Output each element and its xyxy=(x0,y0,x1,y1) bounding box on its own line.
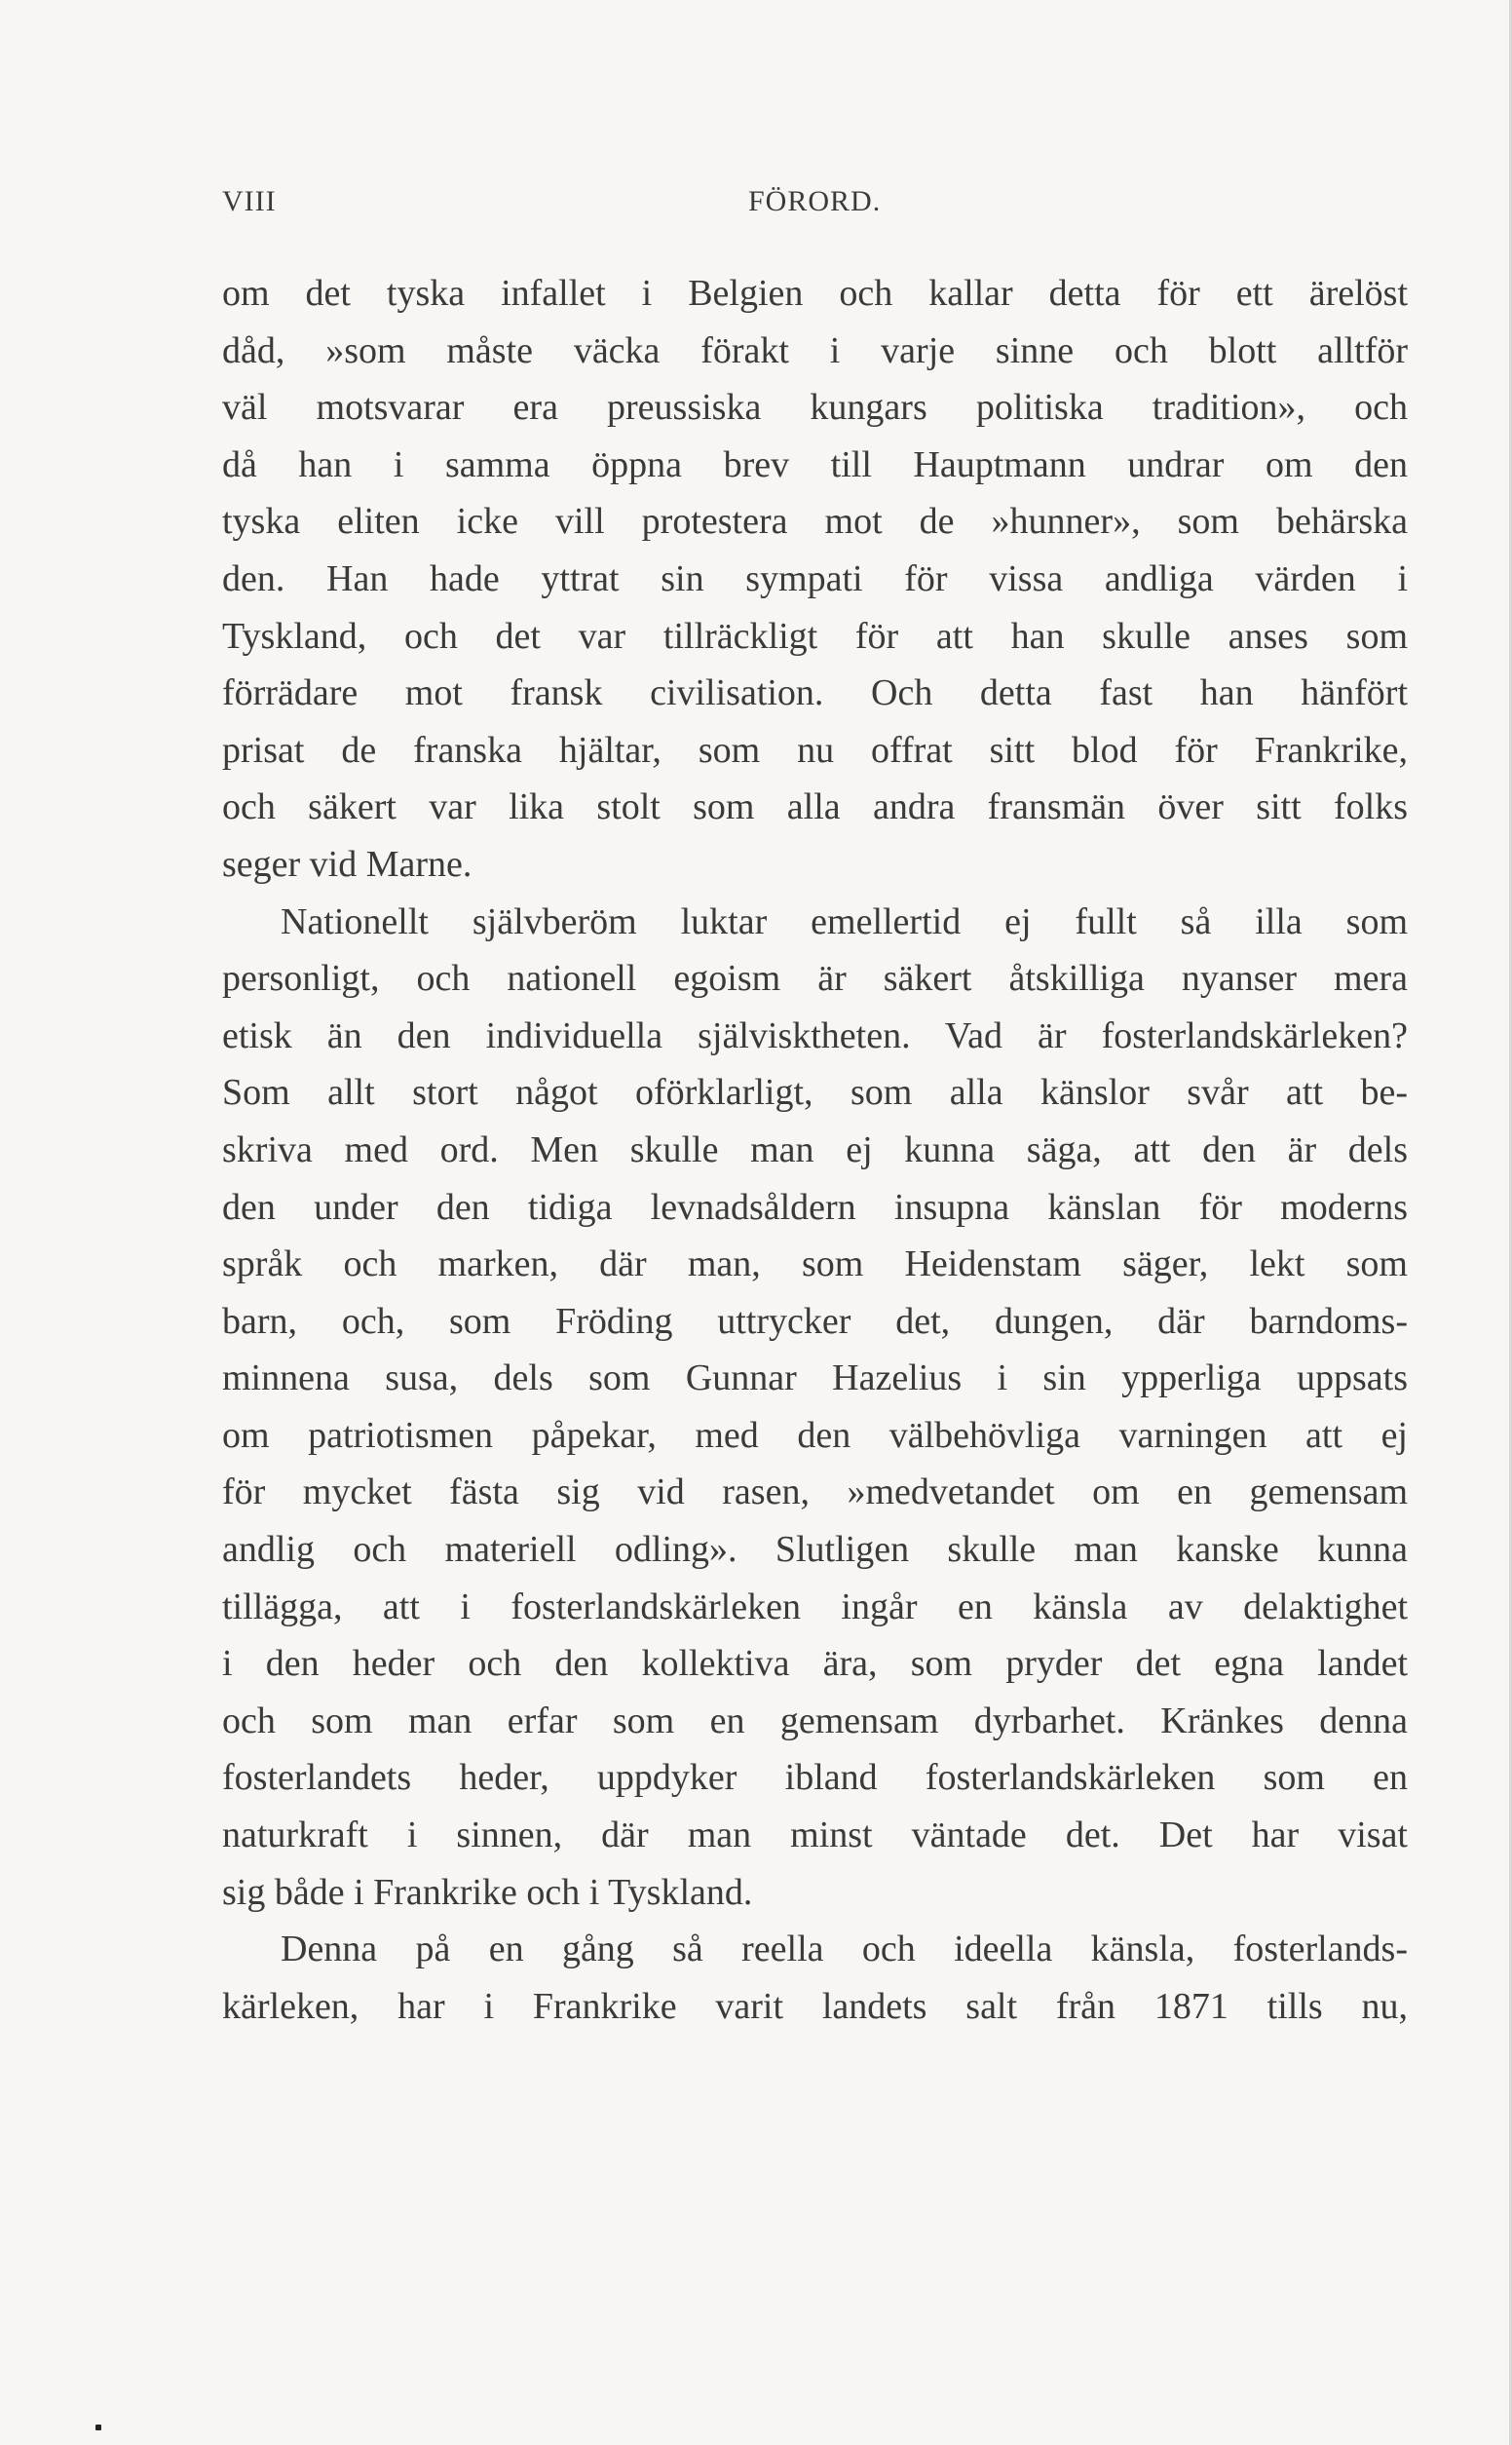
text-line: kärleken, har i Frankrike varit landets salt från 1871 tills nu, xyxy=(222,1985,1408,2027)
paragraph-start-line: Denna på en gång så reella och ideella känsla, fosterlands- xyxy=(281,1929,1408,1970)
text-line: sig både i Frankrike och i Tyskland. xyxy=(222,1871,753,1913)
text-line: barn, och, som Fröding uttrycker det, dungen, där barndoms- xyxy=(222,1300,1408,1342)
text-line: den. Han hade yttrat sin sympati för vissa andliga värden i xyxy=(222,557,1408,599)
text-line: personligt, och nationell egoism är säkert åtskilliga nyanser mera xyxy=(222,958,1408,1000)
paragraph-start-line: Nationellt självberöm luktar emellertid ej fullt så illa som xyxy=(281,900,1408,942)
text-line: prisat de franska hjältar, som nu offrat sitt blod för Frankrike, xyxy=(222,729,1408,771)
text-line: väl motsvarar era preussiska kungars politiska tradition», och xyxy=(222,387,1408,429)
text-line: då han i samma öppna brev till Hauptmann undrar om den xyxy=(222,443,1408,485)
text-line: den under den tidiga levnadsåldern insupna känslan för moderns xyxy=(222,1186,1408,1228)
text-line: om patriotismen påpekar, med den välbehövliga varningen att ej xyxy=(222,1414,1408,1456)
text-line: och säkert var lika stolt som alla andra fransmän över sitt folks xyxy=(222,786,1408,828)
scan-speck xyxy=(95,2425,101,2430)
text-line: fosterlandets heder, uppdyker ibland fosterlandskärleken som en xyxy=(222,1757,1408,1799)
text-line: seger vid Marne. xyxy=(222,843,472,885)
text-line: om det tyska infallet i Belgien och kallar detta för ett ärelöst xyxy=(222,273,1408,314)
page-number: VIII xyxy=(222,185,277,217)
text-line: Tyskland, och det var tillräckligt för att han skulle anses som xyxy=(222,615,1408,657)
text-line: språk och marken, där man, som Heidenstam säger, lekt som xyxy=(222,1243,1408,1285)
text-line: tillägga, att i fosterlandskärleken ingår en känsla av delaktighet xyxy=(222,1585,1408,1627)
page-header xyxy=(222,185,1411,224)
text-line: skriva med ord. Men skulle man ej kunna säga, att den är dels xyxy=(222,1128,1408,1170)
text-line: etisk än den individuella självisktheten. Vad är fosterlandskärleken? xyxy=(222,1014,1408,1056)
text-line: för mycket fästa sig vid rasen, »medvetandet om en gemensam xyxy=(222,1471,1408,1513)
text-line: tyska eliten icke vill protestera mot de »hunner», som behärska xyxy=(222,501,1408,543)
text-line: naturkraft i sinnen, där man minst väntade det. Det har visat xyxy=(222,1815,1408,1856)
body-text xyxy=(222,265,1408,2035)
text-line: Som allt stort något oförklarligt, som alla känslor svår att be- xyxy=(222,1072,1408,1114)
text-line: minnena susa, dels som Gunnar Hazelius i sin ypperliga uppsats xyxy=(222,1357,1408,1399)
text-line: i den heder och den kollektiva ära, som pryder det egna landet xyxy=(222,1643,1408,1685)
running-head: FÖRORD. xyxy=(748,185,882,217)
text-line: och som man erfar som en gemensam dyrbarhet. Kränkes denna xyxy=(222,1700,1408,1741)
text-line: förrädare mot fransk civilisation. Och detta fast han hänfört xyxy=(222,672,1408,714)
text-line: andlig och materiell odling». Slutligen skulle man kanske kunna xyxy=(222,1529,1408,1571)
text-line: dåd, »som måste väcka förakt i varje sinne och blott alltför xyxy=(222,329,1408,371)
